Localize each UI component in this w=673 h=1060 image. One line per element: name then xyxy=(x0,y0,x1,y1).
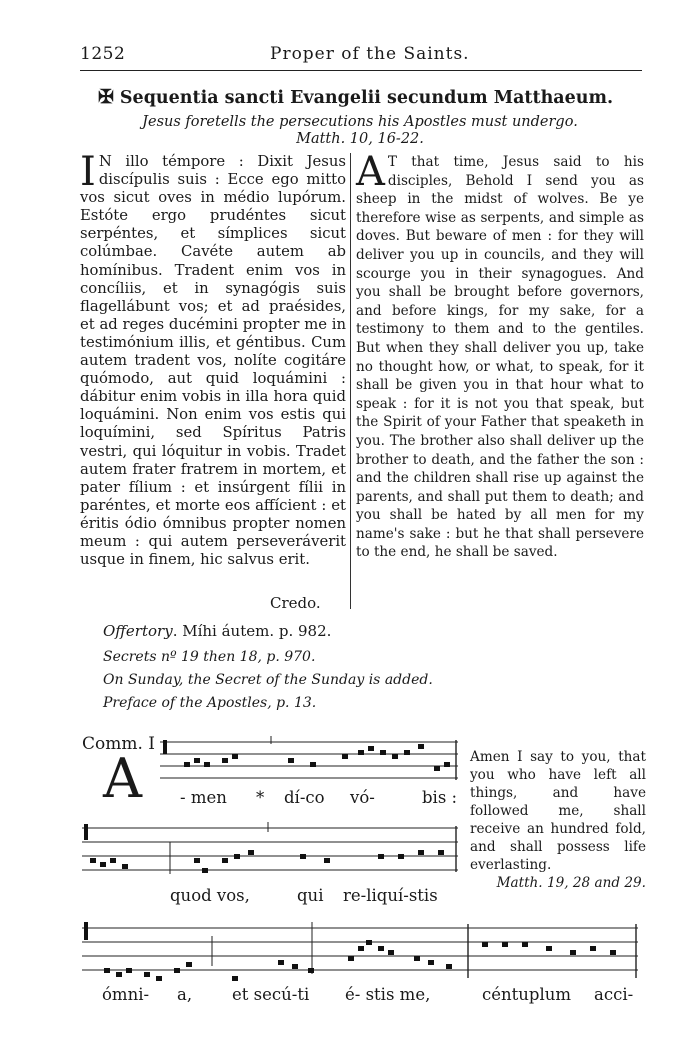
english-communion-text: Amen I say to you, that you who have left all things, and have followed me, shall receive an hundred fold, and shall possess life everlasting. xyxy=(470,749,646,873)
gospel-title xyxy=(98,86,638,108)
sunday-rubric: On Sunday, the Secret of the Sunday is added. xyxy=(103,672,433,688)
offertory-rubric xyxy=(103,622,331,640)
communion-reference: Matth. 19, 28 and 29. xyxy=(496,875,646,891)
lyric-3-1: ómni- xyxy=(102,985,150,1004)
lyric-1-5: bis : xyxy=(422,788,458,807)
page-header xyxy=(80,44,640,70)
communion-initial: A xyxy=(103,747,142,810)
gospel-reference: Matth. 10, 16-22. xyxy=(296,131,424,147)
lyric-3-6: acci- xyxy=(594,985,634,1004)
chant-staff-3 xyxy=(82,916,642,986)
gospel-title-text: Sequentia sancti Evangelii secundum Matthaeum. xyxy=(119,88,614,108)
page-number: 1252 xyxy=(80,44,126,64)
latin-body: N illo témpore : Dixit Jesus discípulis suis : Ecce ego mitto vos sicut oves in médio lupórum. Estóte ergo prudéntes sicut serpéntes, et símplices sicut colúmbae. Cavéte autem ab homínibus. Tradent enim vos in concíliis, et in synagógis suis flagellábunt vos; et ad praésides, et ad reges ducémini propter me in testimónium illis, et géntibus. Cum autem tradent vos, nolíte cogitáre quómodo, aut quid loquámini : dábitur enim vobis in illa hora quid loquámini. Non enim vos estis qui loquímini, sed Spíritus Patris vestri, qui lóquitur in vobis. Tradet autem frater fratrem in mortem, et pater fílium : et insúrgent fílii in paréntes, et morte eos affícient : et éritis ódio ómnibus propter nomen meum : qui autem perseveráverit usque in finem, hic salvus erit. xyxy=(80,153,346,569)
secrets-rubric: Secrets nº 19 then 18, p. 970. xyxy=(103,649,316,665)
running-title: Proper of the Saints. xyxy=(270,44,470,64)
lyric-2-3: re-liquí-stis xyxy=(343,886,438,905)
lyric-1-2: * xyxy=(256,788,265,807)
lyric-1-1: - men xyxy=(180,788,227,807)
offertory-label: Offertory xyxy=(103,622,173,640)
lyric-2-2: qui xyxy=(297,886,324,905)
chant-staff-1 xyxy=(160,736,460,786)
lyric-3-5: céntuplum xyxy=(482,985,572,1004)
gospel-subtitle: Jesus foretells the persecutions his Apostles must undergo. xyxy=(142,114,578,130)
column-divider xyxy=(350,153,351,609)
header-rule xyxy=(80,70,642,71)
lyric-1-4: vó- xyxy=(350,788,375,807)
english-communion xyxy=(470,748,646,892)
chant-staff-2 xyxy=(82,820,462,880)
lyric-3-3: et secú-ti xyxy=(232,985,310,1004)
english-drop-cap: A xyxy=(356,149,385,195)
lyric-3-2: a, xyxy=(177,985,193,1004)
latin-drop-cap: I xyxy=(80,149,96,195)
offertory-text: . Míhi áutem. p. 982. xyxy=(172,622,332,640)
lyric-1-3: dí-co xyxy=(284,788,325,807)
lyric-3-4: é- stis me, xyxy=(345,985,431,1004)
credo-rubric: Credo. xyxy=(270,594,321,612)
preface-rubric: Preface of the Apostles, p. 13. xyxy=(103,695,317,711)
english-body: T that time, Jesus said to his disciples, Behold I send you as sheep in the midst of wolves. Be ye therefore wise as serpents, and simple as doves. But beware of men : for they will deliver you up in councils, and they will scourge you in their synagogues. And you shall be brought before governors, and before kings, for my sake, for a testimony to them and to the gentiles. But when they shall deliver you up, take no thought how, or what, to speak, for it shall be given you in that hour what to speak : for it is not you that speak, but the Spirit of your Father that speaketh in you. The brother also shall deliver up the brother to death, and the father the son : and the children shall rise up against the parents, and shall put them to death; and you shall be hated by all men for my name's sake : but he that shall persevere to the end, he shall be saved. xyxy=(356,154,644,561)
lyric-2-1: quod vos, xyxy=(170,886,250,905)
communion-label: Comm. I xyxy=(82,734,156,754)
latin-gospel-text xyxy=(80,149,346,569)
english-gospel-text xyxy=(356,149,644,562)
cross-icon: ✠ xyxy=(98,86,114,108)
